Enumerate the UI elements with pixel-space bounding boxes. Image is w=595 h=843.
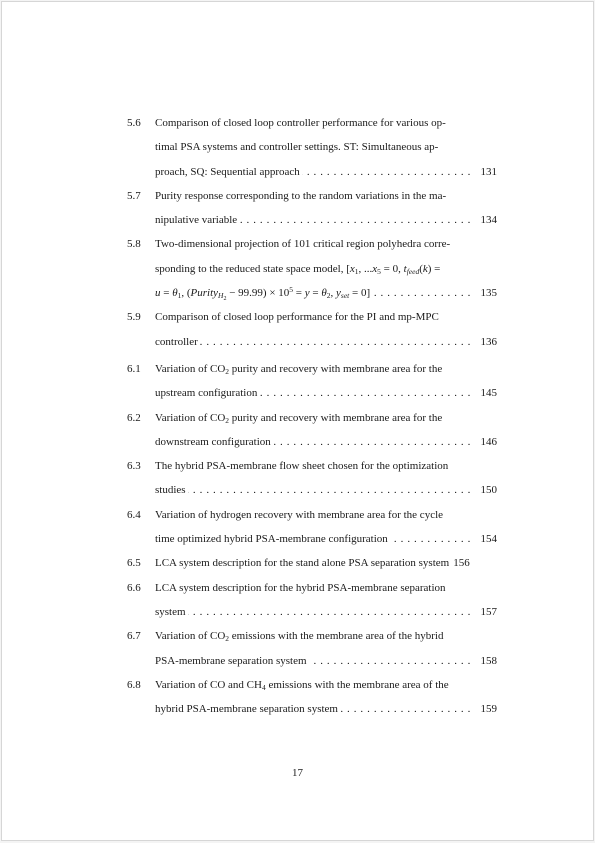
lof-entry-6-6 [127,576,497,625]
entry-number: 6.8 [127,678,141,691]
entry-line-last: . . . hybrid PSA-membrane separation system 159 [155,697,497,721]
lof-entry-6-5 [127,551,497,575]
lof-entry-6-4 [127,503,497,552]
entry-line: Purity response corresponding to the random variations in the ma- [155,189,447,202]
lof-entry-6-3 [127,454,497,503]
entry-line: Variation of CO and $CH_4$ emissions with the membrane area of the [155,678,449,692]
entry-page: 158 [471,649,497,673]
entry-line: Comparison of closed loop controller performance for various op- [155,117,446,129]
entry-line: Variation of $CO_2$ purity and recovery with membrane area for the [155,411,443,425]
entry-line-last: . . . upstream configuration 145 [155,381,497,405]
entry-number: 6.2 [127,411,141,424]
lof-entry-6-1 [127,357,497,406]
entry-number: 5.7 [127,189,141,202]
page-number: 17 [292,767,303,779]
entry-line-last: . . . $u = \theta_1$, (Purity$_{H_2}$ − $99.99) \times 10^5 = y = \theta_2$, $y_{set} = 0$] 135 [155,281,497,305]
entry-line-last: LCA system description for the stand alone PSA separation system 156 [155,551,497,575]
lof-entry-6-2 [127,406,497,455]
entry-page: 146 [471,430,497,454]
entry-line-last: . . . nipulative variable 134 [155,208,497,232]
document-page [1,1,594,841]
entry-line: timal PSA systems and controller settings. ST: Simultaneous ap- [155,141,439,154]
entry-line: The hybrid PSA-membrane flow sheet chosen for the optimization [155,460,449,473]
entry-line-last: . . . PSA-membrane separation system 158 [155,649,497,673]
entry-number: 6.7 [127,630,141,643]
lof-entry-5-8 [127,232,497,305]
entry-number: 6.3 [127,460,141,473]
entry-page: 150 [471,478,497,502]
entry-page: 136 [471,330,497,354]
entry-number: 6.1 [127,362,141,375]
entry-number: 5.6 [127,117,141,129]
lof-entry-5-6 [127,111,497,184]
entry-number: 6.4 [127,508,141,521]
entry-page: 135 [471,281,497,305]
entry-line: Variation of hydrogen recovery with membrane area for the cycle [155,508,444,521]
lof-entry-6-8 [127,673,497,722]
entry-page: 131 [471,160,497,184]
entry-line: Two-dimensional projection of 101 critical region polyhedra corre- [155,238,451,251]
entry-number: 6.5 [127,557,141,570]
entry-line: LCA system description for the hybrid PSA-membrane separation [155,581,446,594]
list-of-figures [127,111,497,721]
entry-page: 134 [471,208,497,232]
entry-line-last: . . . downstream configuration 146 [155,430,497,454]
entry-number: 6.6 [127,581,141,594]
entry-number: 5.9 [127,311,141,324]
entry-line-last: . . . studies 150 [155,478,497,502]
entry-line: Variation of $CO_2$ emissions with the membrane area of the hybrid [155,630,444,644]
entry-line: sponding to the reduced state space model, [$x_1$, $...x_5 = 0$, $t_{feed}(k)$ = [155,262,441,276]
entry-page: 157 [471,600,497,624]
entry-page: 159 [471,697,497,721]
entry-number: 5.8 [127,238,141,251]
entry-page: 154 [471,527,497,551]
entry-line: Variation of $CO_2$ purity and recovery with membrane area for the [155,362,443,376]
entry-line-last: . . . proach, SQ: Sequential approach 131 [155,160,497,184]
entry-line: Comparison of closed loop performance for the PI and mp-MPC [155,311,439,324]
entry-page: 156 [451,551,470,575]
lof-entry-6-7 [127,624,497,673]
entry-line-last: . . . controller 136 [155,330,497,354]
lof-entry-5-7 [127,184,497,233]
lof-entry-5-9 [127,305,497,354]
entry-line-last: . . . time optimized hybrid PSA-membrane configuration 154 [155,527,497,551]
entry-page: 145 [471,381,497,405]
entry-line-last: . . . system 157 [155,600,497,624]
